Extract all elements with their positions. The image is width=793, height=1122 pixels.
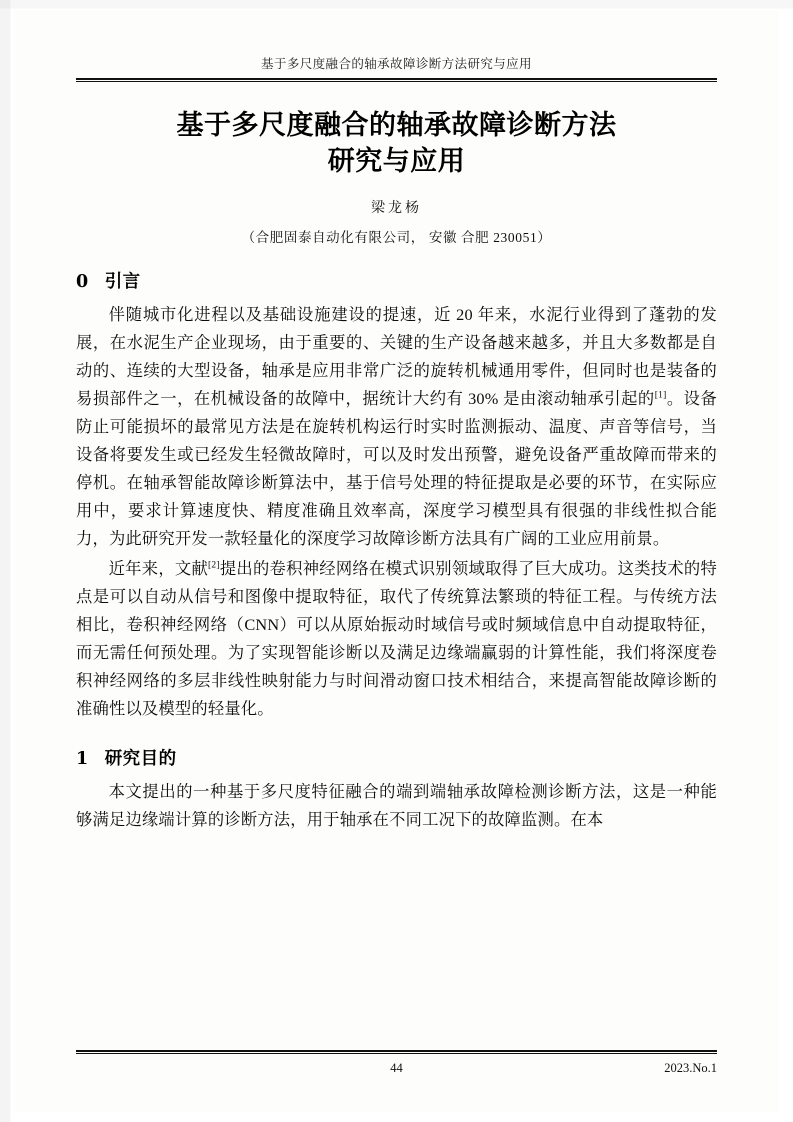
section-heading-0 (76, 268, 717, 293)
paragraph-intro-2-text: 提出的卷积神经网络在模式识别领域取得了巨大成功。这类技术的特点是可以自动从信号和图像中提取特征，取代了传统算法繁琐的特征工程。与传统方法相比，卷积神经网络（CNN）可以从原始振动时域信号或时频域信息中自动提取特征，而无需任何预处理。为了实现智能诊断以及满足边缘端赢弱的计算性能，我们将深度卷积神经网络的多层非线性映射能力与时间滑动窗口技术相结合，来提高智能故障诊断的准确性以及模型的轻量化。 (76, 559, 717, 719)
author-affiliation: （合肥固泰自动化有限公司， 安徽 合肥 230051） (241, 229, 552, 245)
paragraph-purpose-1: 本文提出的一种基于多尺度特征融合的端到端轴承故障检测诊断方法，这是一种能够满足边缘端计算的诊断方法，用于轴承在不同工况下的故障监测。在本 (76, 782, 717, 830)
paper-sheet (14, 10, 779, 1112)
title-line-1: 基于多尺度融合的轴承故障诊断方法 (176, 110, 617, 141)
reference-marker-2: [2] (208, 560, 220, 571)
paragraph-intro-2-lead: 近年来，文献 (108, 559, 209, 579)
section-number-0: 0 (76, 271, 89, 292)
running-head: 基于多尺度融合的轴承故障诊断方法研究与应用 (261, 57, 532, 71)
page-title (76, 108, 717, 181)
header-rule-thick (76, 78, 717, 80)
page-footer (76, 1050, 717, 1076)
paragraph-intro-1-text: 伴随城市化进程以及基础设施建设的提速，近 20 年来，水泥行业得到了蓬勃的发展，在水泥生产企业现场，由于重要的、关键的生产设备越来越多，并且大多数都是自动的、连续的大型设备，轴承是应用非常广泛的旋转机械通用零件，但同时也是装备的易损部件之一，在机械设备的故障中，据统计大约有 30% 是由滚动轴承引起的 (76, 304, 717, 408)
section-heading-1 (76, 745, 717, 770)
paragraph-intro-2 (76, 555, 717, 723)
paragraph-intro-1 (76, 301, 717, 553)
issue-label: 2023.No.1 (664, 1061, 717, 1075)
page-number: 44 (390, 1061, 403, 1075)
header-rule-thin (76, 81, 717, 82)
section-title-1: 研究目的 (104, 749, 177, 770)
title-line-2: 研究与应用 (327, 146, 466, 178)
paragraph-intro-1-cont: 。设备防止可能损坏的最常见方法是在旋转机构运行时实时监测振动、温度、声音等信号，当设备将要发生或已经发生轻微故障时，可以及时发出预警，避免设备严重故障而带来的停机。在轴承智能故障诊断算法中，基于信号处理的特征提取是必要的环节，在实际应用中，要求计算速度快、精度准确且效率高，深度学习模型具有很强的非线性拟合能力，为此研究开发一款轻量化的深度学习故障诊断方法具有广阔的工业应用前景。 (76, 388, 717, 548)
author-name: 梁龙杨 (371, 200, 422, 216)
section-number-1: 1 (76, 749, 89, 770)
page-content (76, 54, 717, 1072)
reference-marker-1: [1] (654, 390, 667, 401)
footer-rule-thick (76, 1050, 717, 1052)
section-title-0: 引言 (104, 271, 141, 292)
footer-row (76, 1054, 717, 1076)
